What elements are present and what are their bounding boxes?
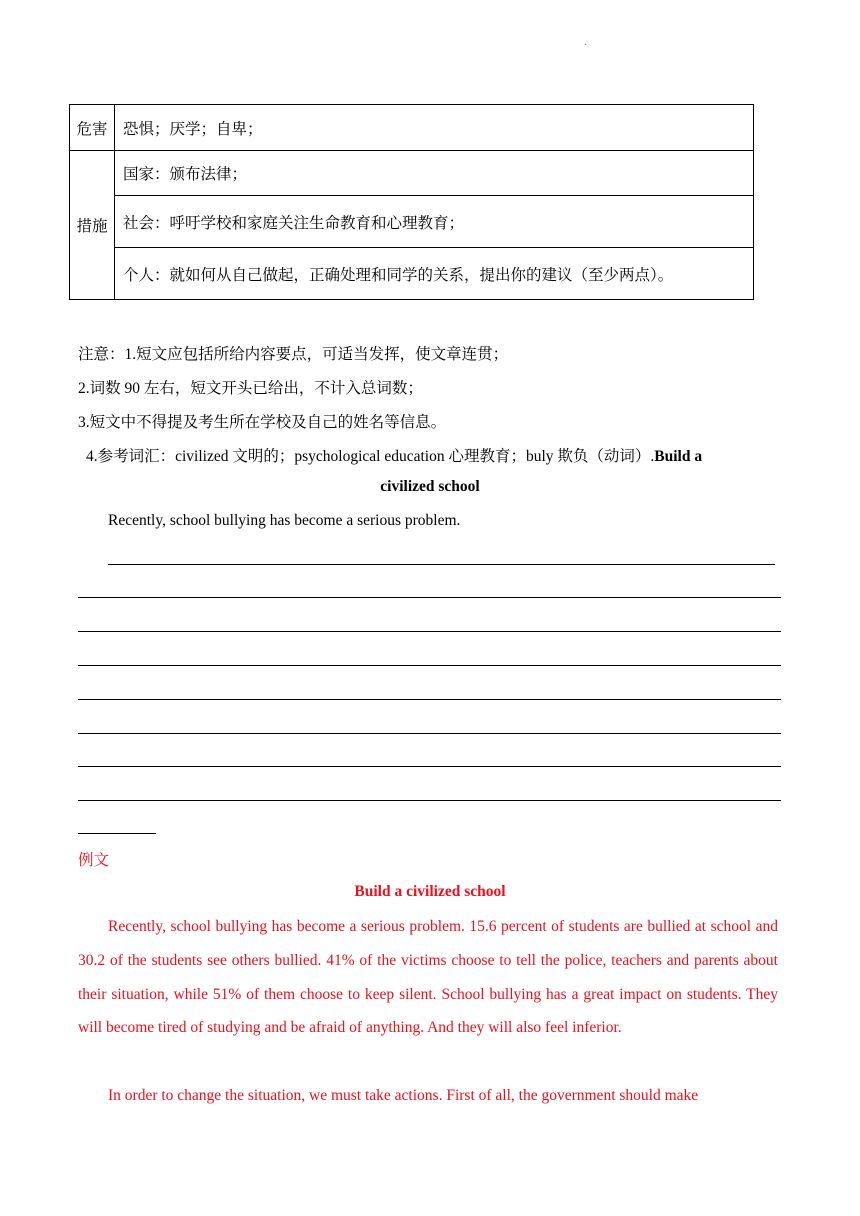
writing-line-1	[108, 564, 775, 565]
requirements-table	[69, 104, 754, 300]
sample-label: 例文	[78, 852, 110, 869]
writing-line-8	[78, 800, 781, 801]
writing-line-4	[78, 665, 781, 666]
measure-society: 社会：呼吁学校和家庭关注生命教育和心理教育；	[115, 196, 754, 248]
writing-line-7	[78, 766, 781, 767]
measure-individual: 个人：就如何从自己做起，正确处理和同学的关系，提出你的建议（至少两点）。	[115, 248, 754, 300]
table-row-harm	[70, 105, 754, 151]
measure-country: 国家：颁布法律；	[115, 151, 754, 196]
table-row-society	[70, 196, 754, 248]
harm-label: 危害	[70, 105, 115, 151]
note-4	[86, 444, 702, 466]
opening-sentence: Recently, school bullying has become a serious problem.	[108, 512, 461, 529]
corner-mark: ·	[584, 40, 588, 51]
measures-label: 措施	[70, 151, 115, 300]
writing-line-2	[78, 597, 781, 598]
table-row-individual	[70, 248, 754, 300]
essay-title-start: Build a	[654, 448, 703, 465]
harm-content: 恐惧；厌学；自卑；	[115, 105, 754, 151]
writing-line-5	[78, 699, 781, 700]
sample-paragraph-2: In order to change the situation, we must take actions. First of all, the government should make	[108, 1087, 699, 1104]
note-4-text: 4.参考词汇：civilized 文明的；psychological education 心理教育；buly 欺负（动词）.	[86, 448, 655, 465]
writing-line-9	[78, 833, 156, 834]
essay-title-end: civilized school	[380, 478, 480, 495]
note-1: 注意：1.短文应包括所给内容要点，可适当发挥，使文章连贯；	[78, 346, 509, 363]
note-2: 2.词数 90 左右，短文开头已给出，不计入总词数；	[78, 380, 423, 397]
table-row-country	[70, 151, 754, 196]
note-3: 3.短文中不得提及考生所在学校及自己的姓名等信息。	[78, 414, 447, 431]
sample-title: Build a civilized school	[354, 883, 506, 900]
writing-line-6	[78, 733, 781, 734]
writing-line-3	[78, 631, 781, 632]
sample-paragraph-1: Recently, school bullying has become a serious problem. 15.6 percent of students are bullied at school and 30.2 of the students see others bullied. 41% of the victims choose to tell the police, teachers and parents about their situation, while 51% of them choose to keep silent. School bullying has a great impact on students. They will become tired of studying and be afraid of anything. And they will also feel inferior.	[78, 918, 778, 1037]
